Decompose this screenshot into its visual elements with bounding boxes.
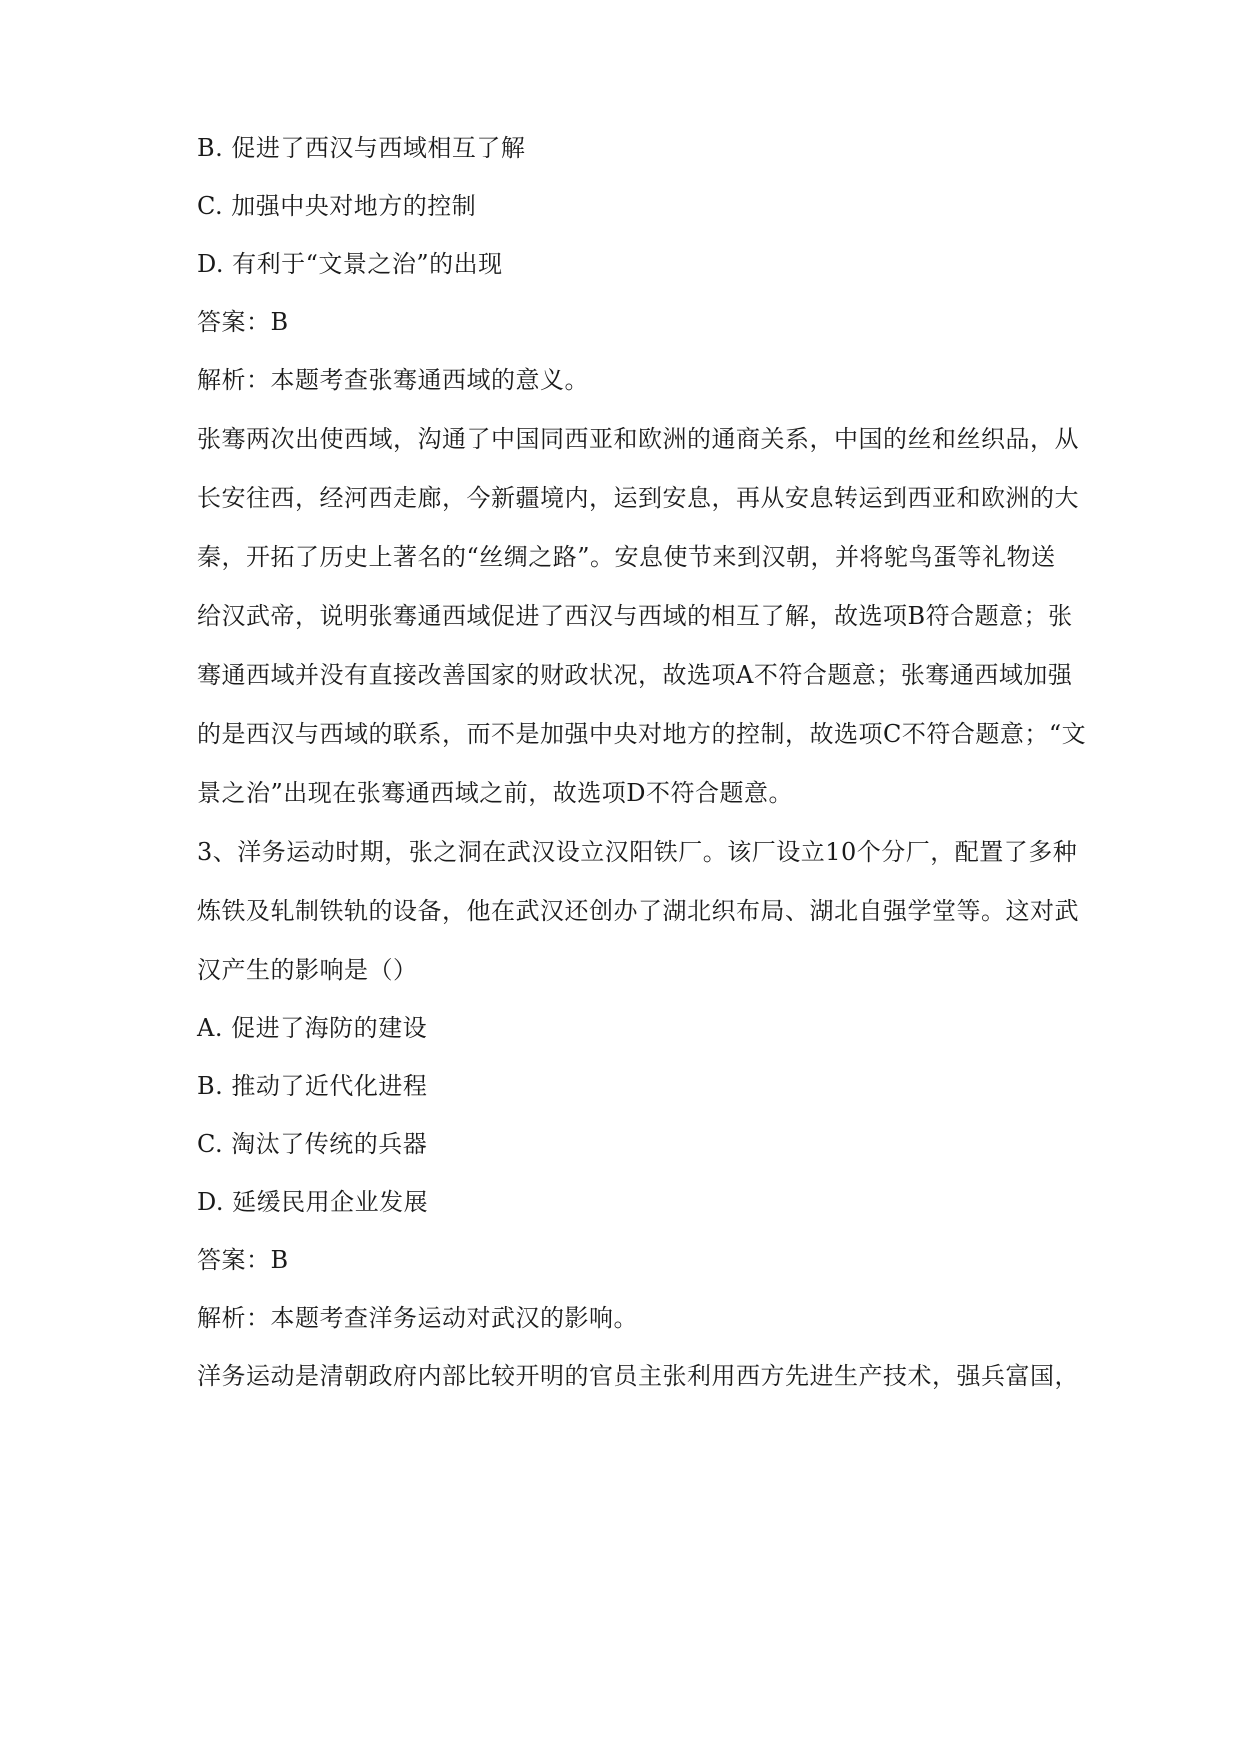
q2-analysis-line: 骞通西域并没有直接改善国家的财政状况，故选项A不符合题意；张骞通西域加强 — [197, 661, 1073, 689]
q2-option-b: B. 促进了西汉与西域相互了解 — [197, 134, 526, 162]
q3-option-a: A. 促进了海防的建设 — [197, 1014, 428, 1042]
q3-answer: 答案：B — [197, 1246, 289, 1274]
q2-analysis-line: 给汉武帝，说明张骞通西域促进了西汉与西域的相互了解，故选项B符合题意；张 — [197, 602, 1073, 630]
q3-option-b: B. 推动了近代化进程 — [197, 1072, 428, 1100]
q2-option-d: D. 有利于“文景之治”的出现 — [197, 250, 503, 278]
q2-analysis-line: 长安往西，经河西走廊，今新疆境内，运到安息，再从安息转运到西亚和欧洲的大 — [197, 484, 1079, 512]
q2-answer: 答案：B — [197, 308, 289, 336]
q2-analysis-line: 秦，开拓了历史上著名的“丝绸之路”。安息使节来到汉朝，并将鸵鸟蛋等礼物送 — [197, 543, 1056, 571]
q2-option-c: C. 加强中央对地方的控制 — [197, 192, 477, 220]
q2-analysis-title: 解析：本题考查张骞通西域的意义。 — [197, 366, 589, 394]
q2-analysis-line: 的是西汉与西域的联系，而不是加强中央对地方的控制，故选项C不符合题意；“文 — [197, 720, 1087, 748]
q3-analysis-title: 解析：本题考查洋务运动对武汉的影响。 — [197, 1304, 638, 1332]
q3-analysis-line: 洋务运动是清朝政府内部比较开明的官员主张利用西方先进生产技术，强兵富国， — [197, 1362, 1079, 1390]
q2-analysis-line: 景之治”出现在张骞通西域之前，故选项D不符合题意。 — [197, 779, 794, 807]
q3-option-d: D. 延缓民用企业发展 — [197, 1188, 429, 1216]
q2-analysis-line: 张骞两次出使西域，沟通了中国同西亚和欧洲的通商关系，中国的丝和丝织品，从 — [197, 425, 1079, 453]
q3-stem-line: 炼铁及轧制铁轨的设备，他在武汉还创办了湖北织布局、湖北自强学堂等。这对武 — [197, 897, 1079, 925]
q3-stem-line: 汉产生的影响是（） — [197, 956, 418, 984]
q3-option-c: C. 淘汰了传统的兵器 — [197, 1130, 428, 1158]
q3-stem-line: 3、洋务运动时期，张之洞在武汉设立汉阳铁厂。该厂设立10个分厂，配置了多种 — [197, 838, 1078, 866]
